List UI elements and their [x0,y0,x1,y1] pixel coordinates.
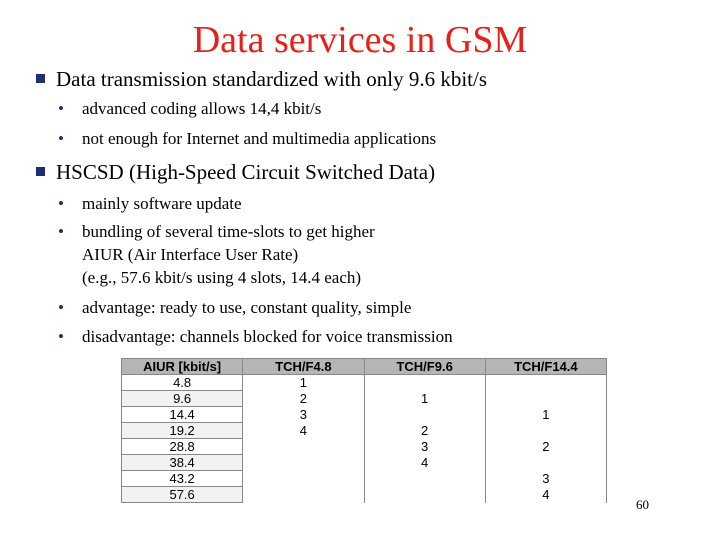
slot-count-cell: 4 [364,455,485,471]
page-number: 60 [636,497,649,512]
aiur-value-cell: 28.8 [122,439,243,455]
sub-bullet-text: AIUR (Air Interface User Rate) [82,245,299,264]
slot-count-cell: 2 [485,439,606,455]
slot-count-cell: 3 [364,439,485,455]
bullet-dot-icon: • [58,298,64,317]
aiur-value-cell: 57.6 [122,487,243,503]
table-row [122,455,607,471]
slot-count-cell [243,439,364,455]
sub-bullet-text: mainly software update [82,194,242,213]
table-row [122,375,607,391]
sub-bullet-text: bundling of several time-slots to get higher [82,222,375,241]
header-tch-f4-8: TCH/F4.8 [243,359,364,375]
slot-count-cell: 1 [364,391,485,407]
aiur-value-cell: 4.8 [122,375,243,391]
table-row [122,423,607,439]
slot-count-cell: 1 [485,407,606,423]
slot-count-cell: 3 [485,471,606,487]
bullet-dot-icon: • [58,327,64,346]
header-tch-f14-4: TCH/F14.4 [485,359,606,375]
square-bullet-icon [36,167,45,176]
table-row [122,471,607,487]
table-row [122,391,607,407]
sub-bullet-text: not enough for Internet and multimedia applications [82,129,437,148]
aiur-table-container [121,358,607,510]
slide-title: Data services in GSM [192,19,528,61]
aiur-value-cell: 14.4 [122,407,243,423]
aiur-value-cell: 9.6 [122,391,243,407]
slot-count-cell [243,487,364,503]
slot-count-cell [364,487,485,503]
slot-count-cell: 4 [243,423,364,439]
aiur-value-cell: 19.2 [122,423,243,439]
table-row [122,487,607,503]
header-tch-f9-6: TCH/F9.6 [364,359,485,375]
slot-count-cell: 4 [485,487,606,503]
slot-count-cell [364,375,485,391]
slot-count-cell [243,455,364,471]
slot-count-cell [364,471,485,487]
slot-count-cell: 3 [243,407,364,423]
aiur-value-cell: 43.2 [122,471,243,487]
slot-count-cell [485,375,606,391]
aiur-table [121,358,607,503]
bullet-dot-icon: • [58,194,64,213]
bullet-dot-icon: • [58,129,64,148]
bullet-dot-icon: • [58,99,64,118]
sub-bullet-text: advanced coding allows 14,4 kbit/s [82,99,322,118]
slot-count-cell: 1 [243,375,364,391]
bullet-text: HSCSD (High-Speed Circuit Switched Data) [56,160,436,184]
slot-count-cell [243,471,364,487]
slot-count-cell [364,407,485,423]
table-header-row [122,359,607,375]
bullet-dot-icon: • [58,222,64,241]
square-bullet-icon [36,74,45,83]
table-row [122,407,607,423]
sub-bullet-text: advantage: ready to use, constant quality, simple [82,298,412,317]
slot-count-cell [485,423,606,439]
slot-count-cell: 2 [364,423,485,439]
slot-count-cell: 2 [243,391,364,407]
header-aiur: AIUR [kbit/s] [122,359,243,375]
table-row [122,439,607,455]
sub-bullet-text: disadvantage: channels blocked for voice transmission [82,327,453,346]
bullet-text: Data transmission standardized with only 9.6 kbit/s [56,67,488,91]
sub-bullet-text: (e.g., 57.6 kbit/s using 4 slots, 14.4 each) [82,268,362,287]
aiur-value-cell: 38.4 [122,455,243,471]
slot-count-cell [485,391,606,407]
slot-count-cell [485,455,606,471]
